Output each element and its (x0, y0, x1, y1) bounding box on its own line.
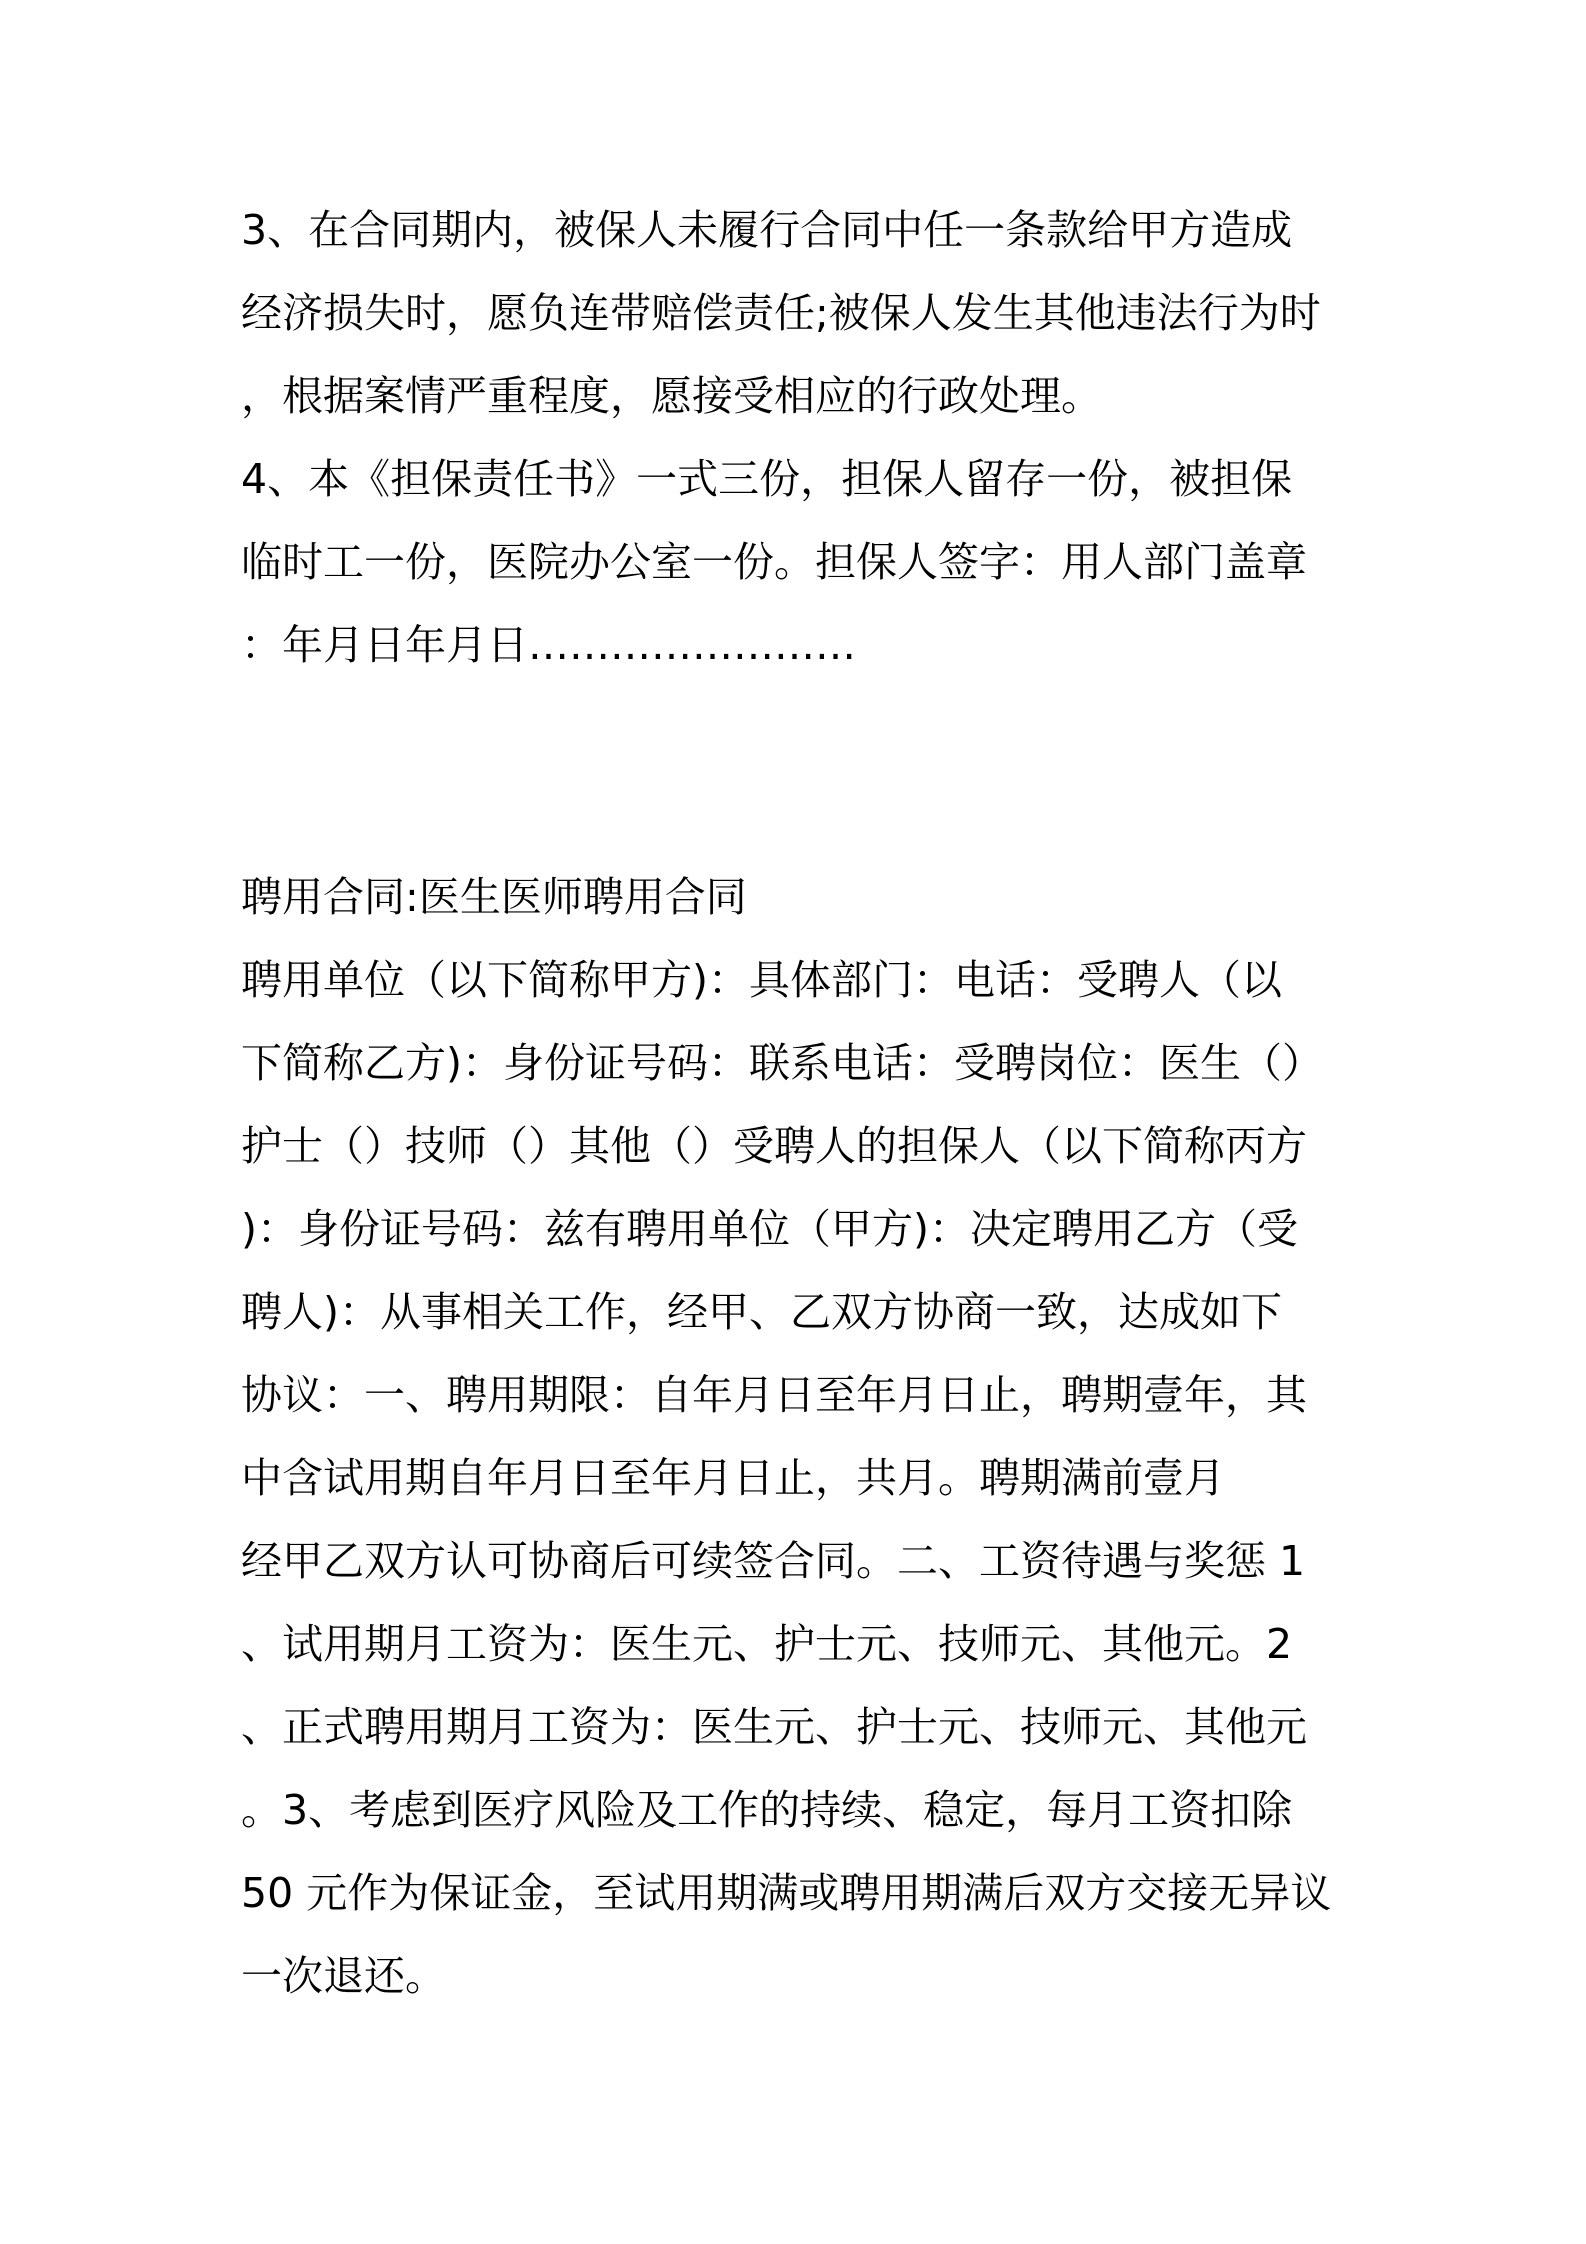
text-line: 聘人)：从事相关工作，经甲、乙双方协商一致，达成如下 (241, 1288, 1282, 1336)
text-line: 经甲乙双方认可协商后可续签合同。二、工资待遇与奖惩 1 (241, 1537, 1306, 1585)
text-line: 4、本《担保责任书》一式三份，担保人留存一份，被担保 (241, 455, 1293, 503)
text-line: ：年月日年月日…………………… (241, 621, 856, 669)
text-line: 中含试用期自年月日至年月日止，共月。聘期满前壹月 (241, 1454, 1225, 1502)
text-line: 。3、考虑到医疗风险及工作的持续、稳定，每月工资扣除 (241, 1786, 1293, 1834)
text-line: )：身份证号码：兹有聘用单位（甲方)：决定聘用乙方（受 (241, 1205, 1298, 1253)
text-line: 3、在合同期内，被保人未履行合同中任一条款给甲方造成 (241, 206, 1293, 254)
text-line: 临时工一份，医院办公室一份。担保人签字：用人部门盖章 (241, 538, 1307, 586)
text-line: 聘用单位（以下简称甲方)：具体部门：电话：受聘人（以 (241, 956, 1282, 1004)
contract-title: 聘用合同:医生医师聘用合同 (241, 873, 747, 921)
text-line: 一次退还。 (241, 1952, 446, 2000)
text-line: 协议：一、聘用期限：自年月日至年月日止，聘期壹年，其 (241, 1371, 1307, 1419)
text-line: 经济损失时，愿负连带赔偿责任;被保人发生其他违法行为时 (241, 289, 1321, 337)
text-line: 护士（）技师（）其他（）受聘人的担保人（以下简称丙方 (241, 1122, 1307, 1170)
text-line: 下简称乙方)：身份证号码：联系电话：受聘岗位：医生（） (241, 1039, 1323, 1087)
text-line: 、试用期月工资为：医生元、护士元、技师元、其他元。2 (241, 1620, 1293, 1668)
text-line: 50 元作为保证金，至试用期满或聘用期满后双方交接无异议 (241, 1869, 1332, 1917)
text-line: 、正式聘用期月工资为：医生元、护士元、技师元、其他元 (241, 1703, 1307, 1751)
text-line: ，根据案情严重程度，愿接受相应的行政处理。 (241, 372, 1102, 420)
